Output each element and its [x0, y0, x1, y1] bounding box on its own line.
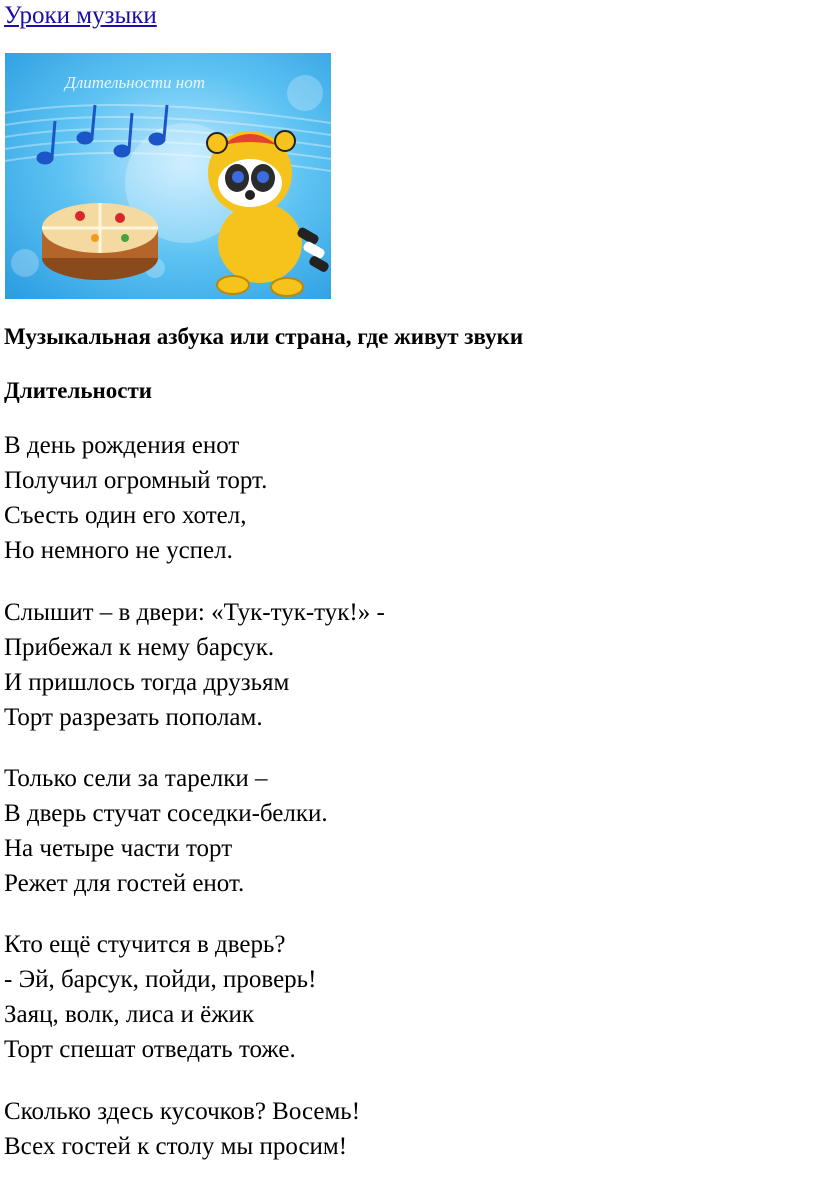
poem-line: Торт спешат отведать тоже.: [4, 1036, 296, 1063]
poem-line: На четыре части торт: [4, 835, 233, 862]
poem-line: Слышит – в двери: «Тук-тук-тук!» -: [4, 599, 385, 626]
poem-line: В дверь стучат соседки-белки.: [4, 800, 328, 827]
poem-line: В день рождения енот: [4, 432, 240, 459]
poem-line: Кто ещё стучится в дверь?: [4, 931, 286, 958]
poem-stanza: [4, 595, 385, 735]
poem-line: - Эй, барсук, пойди, проверь!: [4, 966, 317, 993]
illustration-caption: Длительности нот: [65, 73, 205, 92]
illustration-svg: [5, 53, 331, 299]
poem-line: Съесть один его хотел,: [4, 502, 247, 529]
note-durations-illustration: [5, 53, 331, 299]
poem-line: Торт разрезать пополам.: [4, 704, 263, 731]
poem-line: Режет для гостей енот.: [4, 870, 245, 897]
poem-line: Только сели за тарелки –: [4, 765, 268, 792]
poem-line: Сколько здесь кусочков? Восемь!: [4, 1098, 361, 1125]
cake-icon: [42, 203, 158, 280]
poem-stanza: [4, 927, 316, 1067]
poem-line: Получил огромный торт.: [4, 467, 268, 494]
poem-line: Прибежал к нему барсук.: [4, 634, 275, 661]
music-lessons-link[interactable]: Уроки музыки: [4, 2, 157, 29]
poem-stanza: [4, 1094, 360, 1164]
poem-stanza: [4, 761, 328, 901]
poem-line: И пришлось тогда друзьям: [4, 669, 290, 696]
poem-line: Но немного не успел.: [4, 537, 233, 564]
poem-line: Всех гостей к столу мы просим!: [4, 1133, 348, 1160]
poem-stanza: [4, 428, 267, 568]
poem-line: Заяц, волк, лиса и ёжик: [4, 1001, 255, 1028]
section-subtitle: Длительности: [4, 378, 153, 403]
page-title: Музыкальная азбука или страна, где живут звуки: [4, 324, 524, 349]
